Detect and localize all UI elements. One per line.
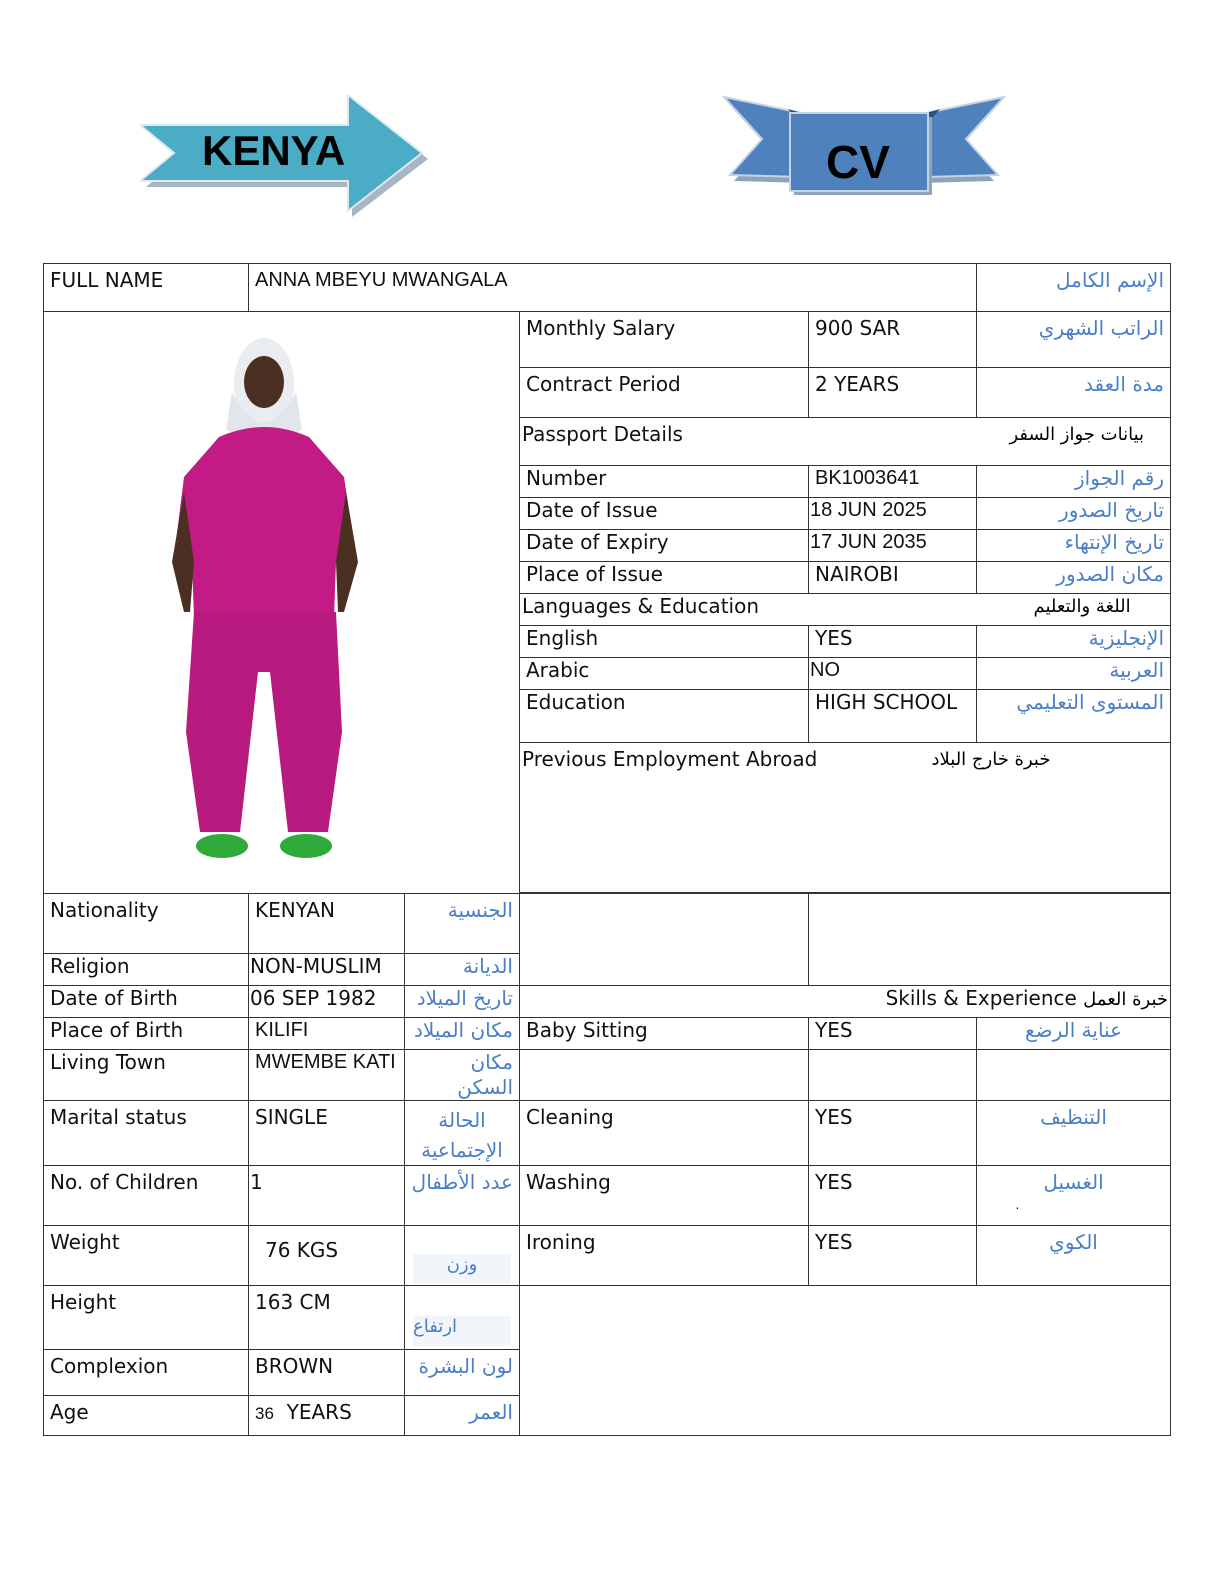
children-ar: عدد الأطفال <box>405 1166 520 1226</box>
empty-cell-b: . <box>809 894 1171 986</box>
pob-ar: مكان الميلاد <box>405 1018 520 1050</box>
ironing-label: Ironing <box>520 1226 809 1286</box>
town-ar: مكان السكن <box>405 1050 520 1101</box>
age-value-cell <box>249 1396 405 1436</box>
passport-expiry-value: 17 JUN 2035 <box>809 530 977 562</box>
marital-label: Marital status <box>44 1101 249 1166</box>
age-number: 36 <box>255 1404 274 1423</box>
empty-cell-a <box>520 894 809 986</box>
country-label: KENYA <box>202 127 346 174</box>
cv-table <box>43 263 1171 1436</box>
skills-heading-ar: خبرة العمل <box>1083 989 1169 1010</box>
cleaning-label: Cleaning <box>520 1101 809 1166</box>
height-value: 163 CM <box>249 1286 405 1350</box>
passport-issue-value: 18 JUN 2025 <box>809 498 977 530</box>
weight-ar: وزن <box>413 1254 511 1284</box>
baby-value: YES <box>809 1018 977 1050</box>
full-name-value: ANNA MBEYU MWANGALA <box>249 264 977 312</box>
skills-heading: Skills & Experience <box>885 986 1077 1010</box>
pob-value: KILIFI <box>249 1018 405 1050</box>
contract-value: 2 YEARS <box>809 368 977 418</box>
marital-value: SINGLE <box>249 1101 405 1166</box>
employment-cell <box>520 743 1171 893</box>
washing-value: YES <box>809 1166 977 1226</box>
dob-value: 06 SEP 1982 <box>249 986 405 1018</box>
religion-ar: الديانة <box>405 954 520 986</box>
weight-ar-cell <box>405 1226 520 1286</box>
passport-heading-cell <box>520 418 1171 466</box>
weight-label: Weight <box>44 1226 249 1286</box>
religion-value: NON-MUSLIM <box>249 954 405 986</box>
full-name-label: FULL NAME <box>44 264 249 312</box>
empty-skill-value <box>809 1050 977 1101</box>
salary-label: Monthly Salary <box>520 312 809 368</box>
languages-heading-ar: اللغة والتعليم <box>1033 596 1131 617</box>
arabic-value: NO <box>809 658 977 690</box>
cleaning-ar: التنظيف <box>977 1101 1171 1166</box>
english-value: YES <box>809 626 977 658</box>
dob-ar: تاريخ الميلاد <box>405 986 520 1018</box>
cleaning-value: YES <box>809 1101 977 1166</box>
passport-issue-label: Date of Issue <box>520 498 809 530</box>
religion-label: Religion <box>44 954 249 986</box>
languages-heading: Languages & Education <box>522 594 760 618</box>
empty-skill-label <box>520 1050 809 1101</box>
cv-banner <box>722 95 1006 205</box>
contract-label: Contract Period <box>520 368 809 418</box>
passport-issue-ar: تاريخ الصدور <box>977 498 1171 530</box>
complexion-ar: لون البشرة <box>405 1350 520 1396</box>
washing-label: Washing <box>520 1166 809 1226</box>
candidate-photo <box>44 312 520 890</box>
complexion-value: BROWN <box>249 1350 405 1396</box>
education-label: Education <box>520 690 809 743</box>
children-value: 1 <box>249 1166 405 1226</box>
education-ar: المستوى التعليمي <box>977 690 1171 743</box>
height-ar: ارتفاع <box>413 1316 511 1346</box>
height-label: Height <box>44 1286 249 1350</box>
children-label: No. of Children <box>44 1166 249 1226</box>
passport-expiry-label: Date of Expiry <box>520 530 809 562</box>
passport-place-value: NAIROBI <box>809 562 977 594</box>
ironing-value: YES <box>809 1226 977 1286</box>
nationality-value: KENYAN <box>249 894 405 954</box>
salary-ar: الراتب الشهري <box>977 312 1171 368</box>
marital-ar: الحالة الإجتماعية <box>405 1101 520 1166</box>
arabic-ar: العربية <box>977 658 1171 690</box>
cv-label: CV <box>826 136 890 188</box>
languages-heading-cell <box>520 594 1171 626</box>
employment-heading: Previous Employment Abroad <box>522 747 818 771</box>
arabic-label: Arabic <box>520 658 809 690</box>
empty-bottom-right <box>520 1286 1171 1436</box>
passport-number-value: BK1003641 <box>809 466 977 498</box>
washing-ar: الغسيل <box>977 1166 1171 1226</box>
passport-number-label: Number <box>520 466 809 498</box>
height-ar-cell <box>405 1286 520 1350</box>
passport-number-ar: رقم الجواز <box>977 466 1171 498</box>
ironing-ar: الكوي <box>977 1226 1171 1286</box>
town-value: MWEMBE KATI <box>249 1050 405 1101</box>
empty-skill-ar <box>977 1050 1171 1101</box>
age-ar: العمر <box>405 1396 520 1436</box>
english-ar: الإنجليزية <box>977 626 1171 658</box>
age-label: Age <box>44 1396 249 1436</box>
passport-place-label: Place of Issue <box>520 562 809 594</box>
salary-value: 900 SAR <box>809 312 977 368</box>
nationality-ar: الجنسية <box>405 894 520 954</box>
skills-heading-cell <box>520 986 1171 1018</box>
kenya-banner <box>140 95 432 220</box>
dob-label: Date of Birth <box>44 986 249 1018</box>
contract-ar: مدة العقد <box>977 368 1171 418</box>
passport-heading: Passport Details <box>522 422 683 446</box>
education-value: HIGH SCHOOL <box>809 690 977 743</box>
passport-place-ar: مكان الصدور <box>977 562 1171 594</box>
passport-expiry-ar: تاريخ الإنتهاء <box>977 530 1171 562</box>
age-unit: YEARS <box>286 1400 352 1424</box>
weight-value: 76 KGS <box>249 1226 405 1286</box>
nationality-label: Nationality <box>44 894 249 954</box>
pob-label: Place of Birth <box>44 1018 249 1050</box>
baby-ar: عناية الرضع <box>977 1018 1171 1050</box>
english-label: English <box>520 626 809 658</box>
full-name-ar: الإسم الكامل <box>977 264 1171 312</box>
town-label: Living Town <box>44 1050 249 1101</box>
complexion-label: Complexion <box>44 1350 249 1396</box>
passport-heading-ar: بيانات جواز السفر <box>1009 424 1145 445</box>
photo-cell <box>44 312 520 894</box>
baby-label: Baby Sitting <box>520 1018 809 1050</box>
employment-heading-ar: خبرة خارج البلاد <box>931 749 1051 770</box>
